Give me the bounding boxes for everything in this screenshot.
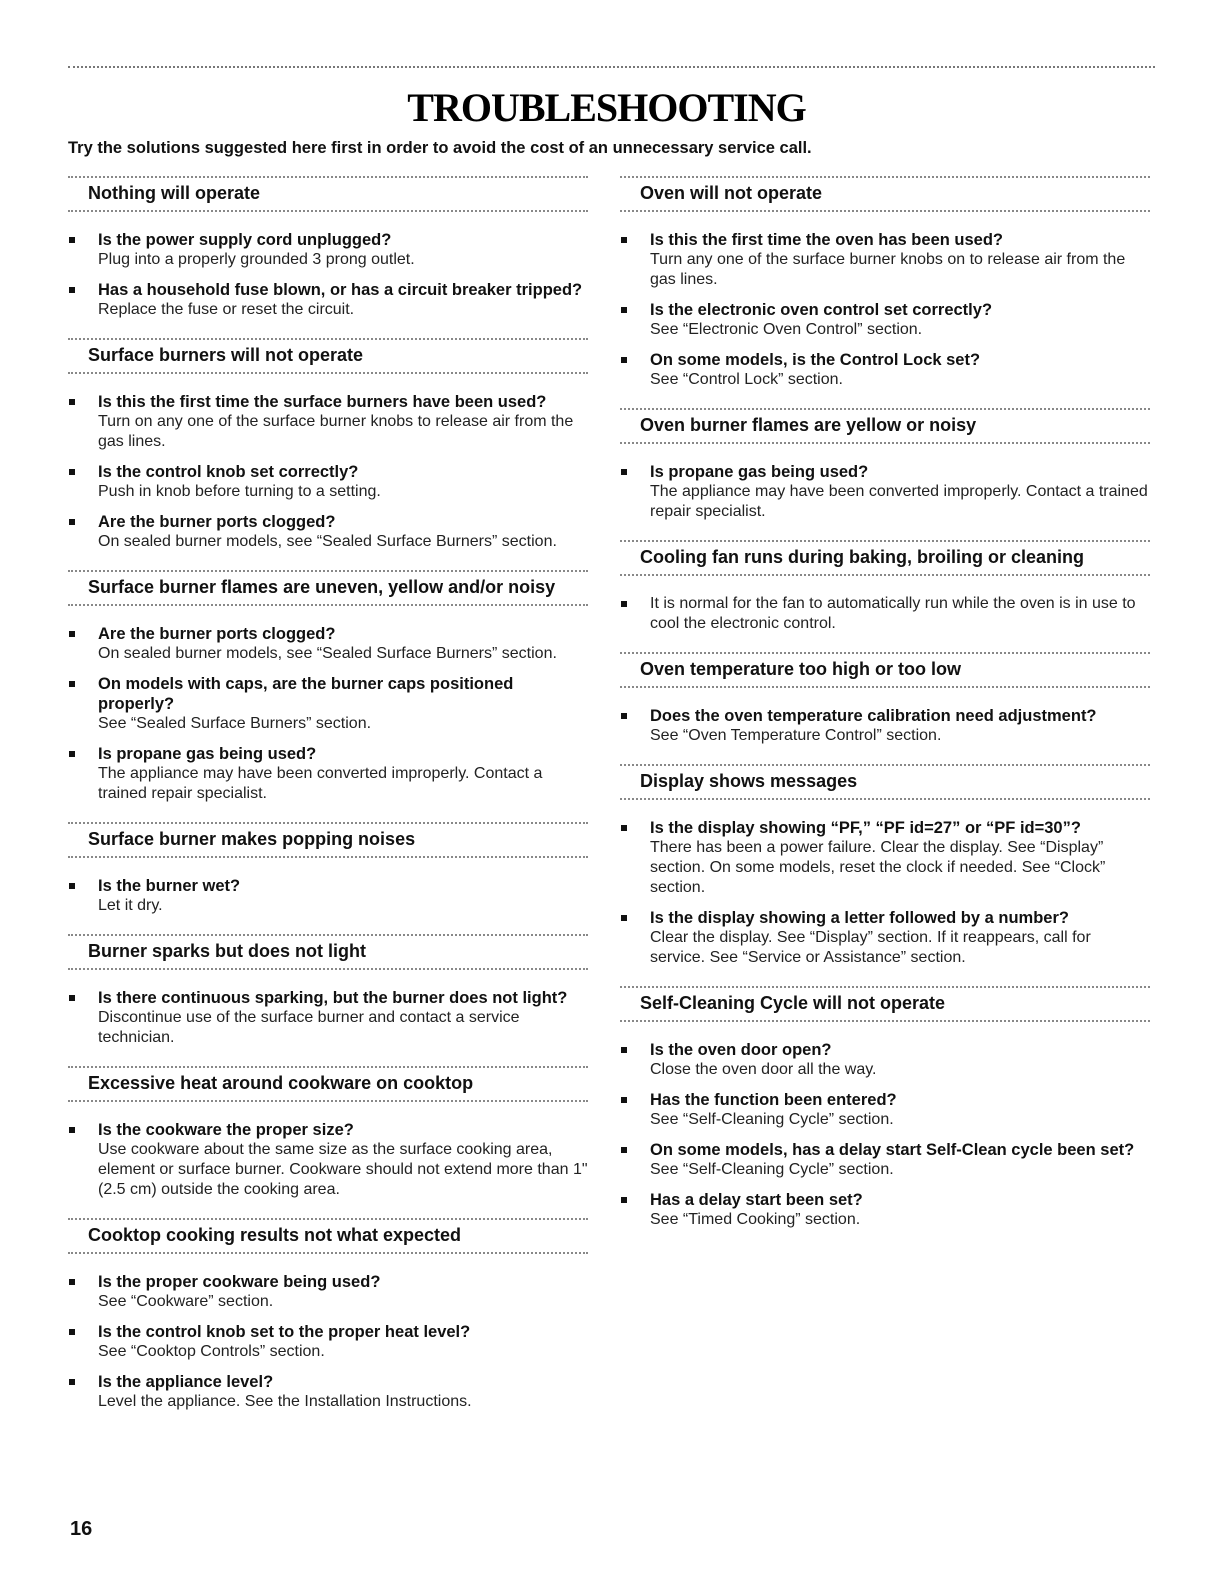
question-text: Is the burner wet? [98,877,241,895]
troubleshooting-section [620,408,1150,540]
square-bullet-icon [69,1329,75,1335]
list-item [68,462,588,502]
answer-text: See “Control Lock” section. [650,371,843,388]
section-heading: Cooling fan runs during baking, broiling or cleaning [620,540,1150,576]
square-bullet-icon [621,1097,627,1103]
answer-text: See “Timed Cooking” section. [650,1211,861,1228]
section-heading: Display shows messages [620,764,1150,800]
square-bullet-icon [69,519,75,525]
list-item [620,462,1150,522]
question-text: Does the oven temperature calibration need adjustment? [650,707,1097,725]
question-text: On some models, has a delay start Self-Clean cycle been set? [650,1141,1135,1159]
answer-text: Turn any one of the surface burner knobs on to release air from the gas lines. [650,251,1126,288]
list-item [620,350,1150,390]
section-heading: Oven temperature too high or too low [620,652,1150,688]
troubleshooting-section [68,176,588,338]
answer-text: Discontinue use of the surface burner and contact a service technician. [98,1009,520,1046]
answer-text: On sealed burner models, see “Sealed Surface Burners” section. [98,533,557,550]
list-item [68,1372,588,1412]
square-bullet-icon [69,883,75,889]
section-heading: Self-Cleaning Cycle will not operate [620,986,1150,1022]
answer-text: Clear the display. See “Display” section. If it reappears, call for service. See “Service or Assistance” section. [650,929,1091,966]
question-text: Is the cookware the proper size? [98,1121,354,1139]
intro-text: Try the solutions suggested here first in order to avoid the cost of an unnecessary service call. [68,139,812,157]
question-text: Is propane gas being used? [650,463,869,481]
square-bullet-icon [621,1147,627,1153]
answer-text: See “Self-Cleaning Cycle” section. [650,1161,894,1178]
question-text: Is the power supply cord unplugged? [98,231,392,249]
list-item [620,1090,1150,1130]
solution-list [68,212,588,338]
page-number: 16 [70,1518,93,1540]
list-item [68,392,588,452]
question-text: Has the function been entered? [650,1091,897,1109]
answer-text: See “Sealed Surface Burners” section. [98,715,372,732]
answer-text: Use cookware about the same size as the surface cooking area, element or surface burner. Cookware should not extend more than 1" (2.5 cm) outside the cooking area. [98,1141,588,1198]
list-item [68,876,588,916]
list-item [68,1120,588,1200]
troubleshooting-section [620,764,1150,986]
square-bullet-icon [69,287,75,293]
question-text: Has a household fuse blown, or has a circuit breaker tripped? [98,281,583,299]
answer-text: Replace the fuse or reset the circuit. [98,301,355,318]
list-item [620,908,1150,968]
solution-list [620,688,1150,764]
list-item [620,1140,1150,1180]
question-text: Are the burner ports clogged? [98,625,336,643]
list-item [68,624,588,664]
solution-list [68,970,588,1066]
square-bullet-icon [69,995,75,1001]
square-bullet-icon [621,237,627,243]
solution-list [620,444,1150,540]
list-item [68,280,588,320]
page-title: TROUBLESHOOTING [407,85,806,130]
question-text: Is this the first time the surface burners have been used? [98,393,547,411]
section-heading: Oven burner flames are yellow or noisy [620,408,1150,444]
square-bullet-icon [621,357,627,363]
square-bullet-icon [69,399,75,405]
solution-list [68,374,588,570]
question-text: Is the appliance level? [98,1373,274,1391]
section-heading: Surface burner flames are uneven, yellow and/or noisy [68,570,588,606]
square-bullet-icon [621,825,627,831]
list-item [68,744,588,804]
list-item [620,230,1150,290]
solution-list [620,212,1150,408]
answer-text: Let it dry. [98,897,163,914]
list-item [620,818,1150,898]
troubleshooting-section [68,338,588,570]
answer-text: Turn on any one of the surface burner knobs to release air from the gas lines. [98,413,574,450]
section-heading: Cooktop cooking results not what expected [68,1218,588,1254]
list-item [620,706,1150,746]
troubleshooting-section [620,540,1150,652]
list-item [620,1190,1150,1230]
square-bullet-icon [621,1197,627,1203]
square-bullet-icon [621,307,627,313]
square-bullet-icon [621,601,627,607]
troubleshooting-section [68,1218,588,1430]
question-text: Is the display showing “PF,” “PF id=27” or “PF id=30”? [650,819,1081,837]
answer-text: See “Self-Cleaning Cycle” section. [650,1111,894,1128]
list-item [68,230,588,270]
question-text: Is the control knob set correctly? [98,463,359,481]
square-bullet-icon [69,1379,75,1385]
solution-list [620,800,1150,986]
list-item [68,512,588,552]
troubleshooting-section [620,652,1150,764]
solution-list [68,1254,588,1430]
question-text: Is the electronic oven control set correctly? [650,301,993,319]
square-bullet-icon [69,631,75,637]
answer-text: See “Cooktop Controls” section. [98,1343,325,1360]
list-item [68,988,588,1048]
square-bullet-icon [69,681,75,687]
troubleshooting-section [68,1066,588,1218]
solution-list [68,1102,588,1218]
question-text: Is the proper cookware being used? [98,1273,381,1291]
list-item [68,1322,588,1362]
troubleshooting-section [68,570,588,822]
section-heading: Nothing will operate [68,176,588,212]
list-item [620,1040,1150,1080]
troubleshooting-section [68,822,588,934]
question-text: Has a delay start been set? [650,1191,863,1209]
answer-text: The appliance may have been converted improperly. Contact a trained repair specialist. [98,765,543,802]
answer-text: It is normal for the fan to automatically run while the oven is in use to cool the electronic control. [650,595,1136,632]
list-item [68,674,588,734]
list-item [620,300,1150,340]
answer-text: See “Electronic Oven Control” section. [650,321,923,338]
answer-text: Level the appliance. See the Installation Instructions. [98,1393,472,1410]
square-bullet-icon [69,237,75,243]
section-heading: Oven will not operate [620,176,1150,212]
question-text: Is the control knob set to the proper heat level? [98,1323,471,1341]
question-text: Are the burner ports clogged? [98,513,336,531]
list-item [68,1272,588,1312]
question-text: Is there continuous sparking, but the burner does not light? [98,989,568,1007]
section-heading: Surface burner makes popping noises [68,822,588,858]
question-text: Is the display showing a letter followed by a number? [650,909,1069,927]
question-text: Is this the first time the oven has been used? [650,231,1003,249]
left-column [68,176,588,1430]
troubleshooting-section [620,176,1150,408]
square-bullet-icon [69,751,75,757]
troubleshooting-section [68,934,588,1066]
square-bullet-icon [621,469,627,475]
list-item [620,594,1150,634]
square-bullet-icon [69,469,75,475]
solution-list [68,606,588,822]
answer-text: Plug into a properly grounded 3 prong outlet. [98,251,415,268]
section-heading: Burner sparks but does not light [68,934,588,970]
question-text: On some models, is the Control Lock set? [650,351,981,369]
answer-text: See “Cookware” section. [98,1293,274,1310]
question-text: Is propane gas being used? [98,745,317,763]
square-bullet-icon [69,1279,75,1285]
top-rule [68,66,1155,68]
section-heading: Surface burners will not operate [68,338,588,374]
right-column [620,176,1150,1248]
square-bullet-icon [69,1127,75,1133]
solution-list [68,858,588,934]
answer-text: Close the oven door all the way. [650,1061,877,1078]
section-heading: Excessive heat around cookware on cooktop [68,1066,588,1102]
solution-list [620,1022,1150,1248]
answer-text: There has been a power failure. Clear the display. See “Display” section. On some models, reset the clock if needed. See “Clock” section. [650,839,1106,896]
answer-text: The appliance may have been converted improperly. Contact a trained repair specialist. [650,483,1148,520]
troubleshooting-section [620,986,1150,1248]
square-bullet-icon [621,915,627,921]
solution-list [620,576,1150,652]
square-bullet-icon [621,713,627,719]
answer-text: On sealed burner models, see “Sealed Surface Burners” section. [98,645,557,662]
question-text: On models with caps, are the burner caps positioned properly? [98,675,514,713]
question-text: Is the oven door open? [650,1041,832,1059]
answer-text: Push in knob before turning to a setting. [98,483,381,500]
square-bullet-icon [621,1047,627,1053]
answer-text: See “Oven Temperature Control” section. [650,727,942,744]
